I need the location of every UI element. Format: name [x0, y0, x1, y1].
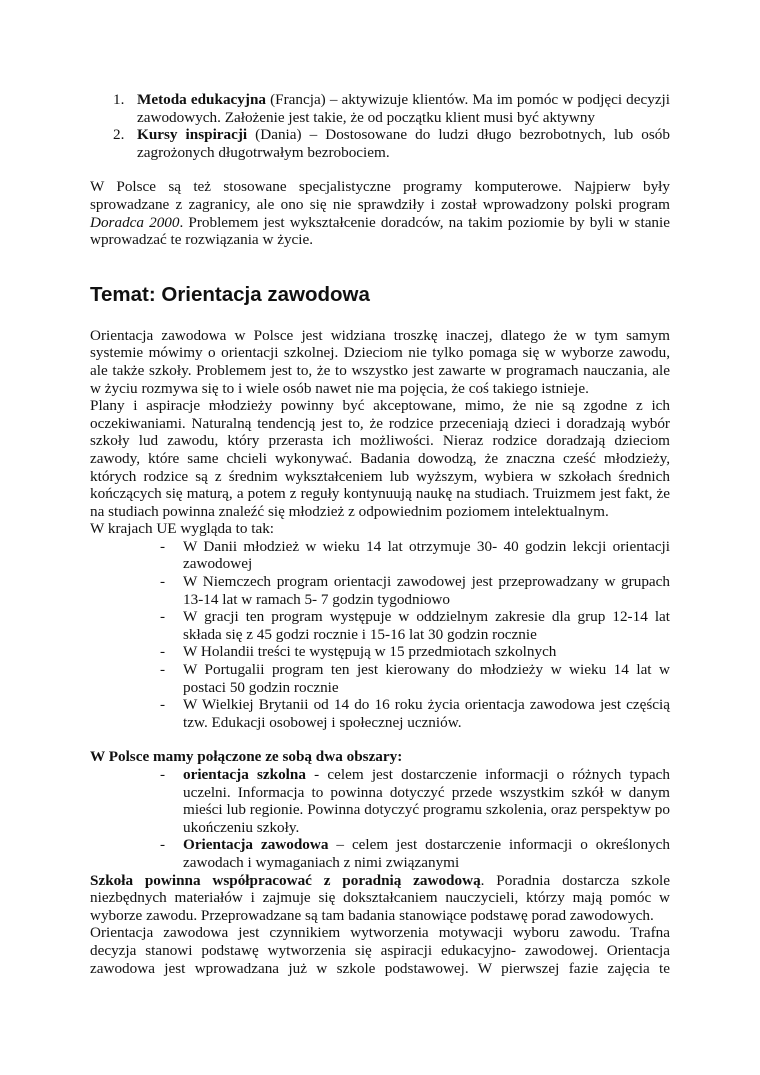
text: . Problemem jest wykształcenie doradców, na takim poziomie by byli w stanie wprowadzać te rozwiązania w życie. [90, 213, 670, 249]
paragraph: Plany i aspiracje młodzieży powinny być akceptowane, mimo, że nie są zgodne z ich oczekiwaniami. Naturalną tendencją jest to, że rodzice przeceniają dzieci i doradzają wybór szkoły lud zawodu, który przerasta ich możliwości. Nieraz rodzice doradzają dzieciom zawody, które same chcieli wykonywać. Badania dowodzą, że znaczna cześć młodzieży, których rodzice są z średnim wykształceniem lub wyższym, wybiera w szkołach średnich kończących się maturą, a potem z reguły kontynuują naukę na studiach. Truizmem jest fakt, że na studiach powinna znaleźć się młodzież z odpowiednim poziomem intelektualnym. [90, 397, 670, 520]
list-item [90, 643, 670, 661]
list-item [90, 836, 670, 871]
text: . Poradnia dostarcza szkole niezbędnych materiałów i zajmuje się dokształcaniem nauczycieli, którzy mają pomóc w wyborze zawodu. Przeprowadzane są tam badania stanowiące podstawę porad zawodowych. [90, 871, 671, 924]
italic-text: Doradca 2000 [90, 213, 180, 231]
list-item-bold: orientacja szkolna [183, 766, 306, 783]
list-item-text: W gracji ten program występuje w oddzielnym zakresie dla grup 12-14 lat składa się z 45 godzi rocznie i 15-16 lat 30 godzin rocznie [183, 608, 670, 643]
list-item [90, 661, 670, 696]
list-item-text: W Holandii treści te występują w 15 przedmiotach szkolnych [183, 643, 557, 661]
list-item-bold: Orientacja zawodowa [183, 836, 329, 854]
dash-bullet: - [160, 836, 166, 854]
list-item [90, 696, 670, 731]
list-item-text: W Danii młodzież w wieku 14 lat otrzymuje 30- 40 godzin lekcji orientacji zawodowej [183, 537, 670, 573]
list-item [90, 126, 670, 161]
eu-list [90, 538, 670, 732]
list-item [90, 573, 670, 608]
list-number: 2. [113, 126, 125, 144]
list-item-text: (Francja) – aktywizuje klientów. Ma im pomóc w podjęci decyzji zawodowych. Założenie jest takie, że od początku klient musi być aktywny [137, 91, 670, 126]
list-item [90, 538, 670, 573]
list-item-bold: Kursy inspiracji [137, 126, 248, 144]
list-item-text: - celem jest dostarczenie informacji o różnych typach uczelni. Informacja to powinna dotyczyć przede wszystkim szkół w danym mieści lub regionie. Powinna dotyczyć programu szkolenia, oraz perspektyw po ukończeniu szkoły. [183, 766, 670, 836]
list-item-text: – celem jest dostarczenie informacji o określonych zawodach i wymaganiach z nimi związanymi [183, 836, 670, 871]
paragraph: W krajach UE wygląda to tak: [90, 520, 275, 538]
bold-text: Szkoła powinna współpracować z poradnią zawodową [90, 871, 481, 889]
paragraph [90, 872, 670, 925]
dash-bullet: - [160, 643, 166, 661]
dash-bullet: - [160, 608, 166, 626]
paragraph: Orientacja zawodowa w Polsce jest widziana troszkę inaczej, dlatego że w tym samym systemie mówimy o orientacji szkolnej. Dzieciom nie tylko pomaga się w wyborze zawodu, ale także szkoły. Problemem jest to, że to wszystko jest zawarte w programach nauczania, ale w życiu rozmywa się to i wiele osób nawet nie ma pojęcia, że coś takiego istnieje. [90, 326, 670, 397]
list-item [90, 608, 670, 643]
bold-text: W Polsce mamy połączone ze sobą dwa obszary: [90, 748, 403, 766]
paragraph [90, 178, 670, 248]
section-heading: Temat: Orientacja zawodowa [90, 282, 370, 306]
document-page [90, 91, 670, 977]
list-item-text: W Niemczech program orientacji zawodowej jest przeprowadzany w grupach 13-14 lat w ramach 5- 7 godzin tygodniowo [183, 573, 670, 608]
list-item [90, 766, 670, 836]
list-item-text: W Portugalii program ten jest kierowany do młodzieży w wieku 14 lat w postaci 50 godzin rocznie [183, 661, 670, 696]
list-number: 1. [113, 91, 125, 108]
text: W Polsce są też stosowane specjalistyczne programy komputerowe. Najpierw były sprowadzane z zagranicy, ale ono się nie sprawdziły i został wprowadzony polski program [90, 178, 670, 213]
dash-bullet: - [160, 573, 166, 591]
list-item-text: W Wielkiej Brytanii od 14 do 16 roku życia orientacja zawodowa jest częścią tzw. Edukacji osobowej i społecznej uczniów. [183, 696, 670, 731]
poland-list [90, 766, 670, 872]
dash-bullet: - [160, 696, 166, 714]
dash-bullet: - [160, 766, 166, 783]
list-item-bold: Metoda edukacyjna [137, 91, 266, 108]
bold-paragraph-heading [90, 748, 670, 766]
list-item [90, 91, 670, 126]
paragraph: Orientacja zawodowa jest czynnikiem wytworzenia motywacji wyboru zawodu. Trafna decyzja stanowi podstawę wytworzenia się aspiracji edukacyjno- zawodowej. Orientacja zawodowa jest wprowadzana już w szkole podstawowej. W pierwszej fazie zajęcia te [90, 924, 670, 977]
dash-bullet: - [160, 661, 166, 679]
dash-bullet: - [160, 537, 166, 555]
numbered-list [90, 91, 670, 161]
list-item-text: (Dania) – Dostosowane do ludzi długo bezrobotnych, lub osób zagrożonych długotrwałym bezrobociem. [137, 126, 670, 161]
